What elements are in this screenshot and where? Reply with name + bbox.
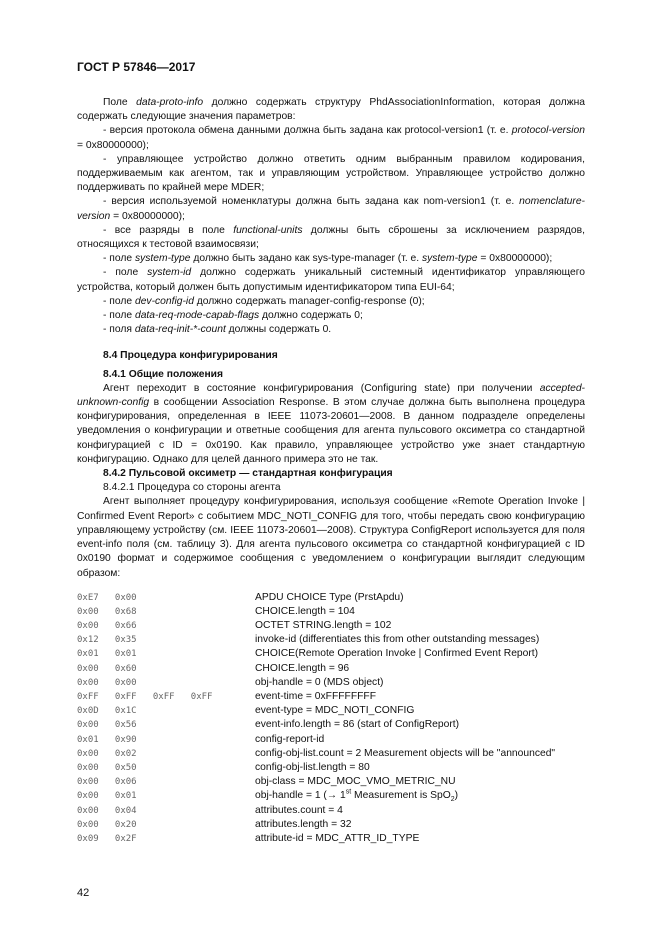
code-description: event-time = 0xFFFFFFFF (255, 691, 376, 703)
paragraph: Поле data-proto-info должно содержать структуру PhdAssociationInformation, которая должна содержать следующие значения параметров: (77, 97, 585, 123)
code-bytes: 0xE7 0x00 (77, 592, 137, 603)
code-row (77, 690, 585, 704)
code-description: config-obj-list.count = 2 Measurement objects will be "announced" (255, 747, 556, 759)
code-bytes: 0x00 0x68 (77, 606, 137, 617)
paragraph: - поле data-req-mode-capab-flags должно содержать 0; (103, 310, 363, 322)
code-description: APDU CHOICE Type (PrstApdu) (255, 591, 404, 603)
code-bytes: 0x00 0x01 (77, 791, 137, 802)
paragraph: - все разряды в поле functional-units должны быть сброшены за исключением разрядов, относящихся к тестовой взаимосвязи; (77, 224, 585, 251)
paragraph: - версия протокола обмена данными должна быть задана как protocol-version1 (т. е. protocol-version = 0x80000000); (77, 125, 585, 151)
code-bytes: 0x00 0x60 (77, 663, 137, 674)
paragraph: - поля data-req-init-*-count должны содержать 0. (103, 324, 332, 336)
code-description: attributes.length = 32 (255, 818, 352, 830)
code-row (77, 605, 585, 619)
page-number: 42 (77, 887, 90, 899)
code-row (77, 747, 585, 761)
code-row (77, 704, 585, 718)
section-heading: 8.4 Процедура конфигурирования (103, 350, 278, 362)
code-row (77, 789, 585, 803)
code-description: attributes.count = 4 (255, 804, 343, 816)
code-bytes: 0x00 0x56 (77, 720, 137, 731)
document-body (77, 96, 585, 846)
section-heading: 8.4.2 Пульсовой оксиметр — стандартная конфигурация (103, 468, 393, 480)
code-bytes: 0x00 0x66 (77, 621, 137, 632)
section-heading: 8.4.2.1 Процедура со стороны агента (103, 482, 281, 494)
code-description: event-type = MDC_NOTI_CONFIG (255, 705, 415, 717)
code-row (77, 718, 585, 732)
code-bytes: 0x12 0x35 (77, 635, 137, 646)
code-bytes: 0x00 0x20 (77, 819, 137, 830)
code-row (77, 676, 585, 690)
code-bytes: 0x01 0x90 (77, 734, 137, 745)
code-row (77, 818, 585, 832)
code-description: CHOICE(Remote Operation Invoke | Confirmed Event Report) (255, 648, 539, 660)
code-bytes: 0x0D 0x1C (77, 706, 137, 717)
code-row (77, 662, 585, 676)
code-bytes: 0x01 0x01 (77, 649, 137, 660)
paragraphs (77, 96, 585, 581)
code-bytes: 0x00 0x50 (77, 762, 137, 773)
paragraph: Агент переходит в состояние конфигурирования (Configuring state) при получении accepted-unknown-config в сообщении Association Response. В этом случае должна быть выполнена процедура конфигурирования, определенная в IEEE 11073-20601—2008. В данном подразделе определены уведомления о конфигурации и ответные сообщения для агента пульсового оксиметра со стандартной конфигурацией с ID = 0x0190. Как правило, управляющее устройство уже знает стандартную конфигурацию. Однако для целей данного примера это не так. (77, 382, 585, 465)
code-description: obj-class = MDC_MOC_VMO_METRIC_NU (255, 776, 456, 788)
code-bytes: 0x00 0x06 (77, 777, 137, 788)
code-bytes: 0x09 0x2F (77, 833, 137, 844)
code-description: CHOICE.length = 96 (255, 662, 350, 674)
code-description: obj-handle = 0 (MDS object) (255, 676, 384, 688)
code-bytes: 0x00 0x04 (77, 805, 137, 816)
paragraph: - поле system-id должно содержать уникальный системный идентификатор управляющего устройства, который должен быть допустимым идентификатором типа EUI-64; (77, 267, 586, 293)
code-row (77, 733, 585, 747)
code-row (77, 761, 585, 775)
code-listing (77, 591, 585, 846)
code-description: OCTET STRING.length = 102 (255, 620, 392, 632)
paragraph: - поле dev-config-id должно содержать manager-config-response (0); (103, 295, 425, 307)
code-row (77, 832, 585, 846)
code-row (77, 591, 585, 605)
document-header: ГОСТ Р 57846—2017 (77, 60, 196, 74)
code-description: CHOICE.length = 104 (255, 605, 355, 617)
code-bytes: 0x00 0x00 (77, 677, 137, 688)
code-row (77, 633, 585, 647)
code-row (77, 775, 585, 789)
code-row (77, 619, 585, 633)
code-description: invoke-id (differentiates this from other outstanding messages) (255, 634, 540, 646)
code-bytes: 0xFF 0xFF 0xFF 0xFF (77, 692, 213, 703)
code-description: config-report-id (255, 733, 325, 745)
code-description: config-obj-list.length = 80 (255, 761, 370, 773)
paragraph: Агент выполняет процедуру конфигурирования, используя сообщение «Remote Operation Invoke | Confirmed Event Report» с событием MDC_NOTI_CONFIG для того, чтобы передать свою конфигурацию управляющему устройству (см. IEEE 11073-20601—2008). Структура ConfigReport используется для поля event-info поля (см. таблицу 3). Для агента пульсового оксиметра со стандартной конфигурацией с ID 0x0190 формат и содержимое сообщения с уведомлением о конфигурации выглядит следующим образом: (77, 496, 585, 579)
code-description: obj-handle = 1 (→ 1st Measurement is SpO$_2$) (255, 788, 459, 804)
paragraph: - поле system-type должно быть задано как sys-type-manager (т. е. system-type = 0x80000000); (103, 253, 553, 265)
code-row (77, 647, 585, 661)
section-heading: 8.4.1 Общие положения (103, 368, 223, 380)
code-description: attribute-id = MDC_ATTR_ID_TYPE (255, 832, 420, 844)
code-bytes: 0x00 0x02 (77, 748, 137, 759)
paragraph: - версия используемой номенклатуры должна быть задана как nom-version1 (т. е. nomenclature-version = 0x80000000); (77, 196, 585, 222)
code-row (77, 804, 585, 818)
paragraph: - управляющее устройство должно ответить одним выбранным правилом кодирования, поддерживаемым как агентом, так и управляющим устройством. Управляющее устройство должно поддерживать по крайней мере MDER; (77, 153, 585, 194)
code-description: event-info.length = 86 (start of ConfigReport) (255, 719, 460, 731)
